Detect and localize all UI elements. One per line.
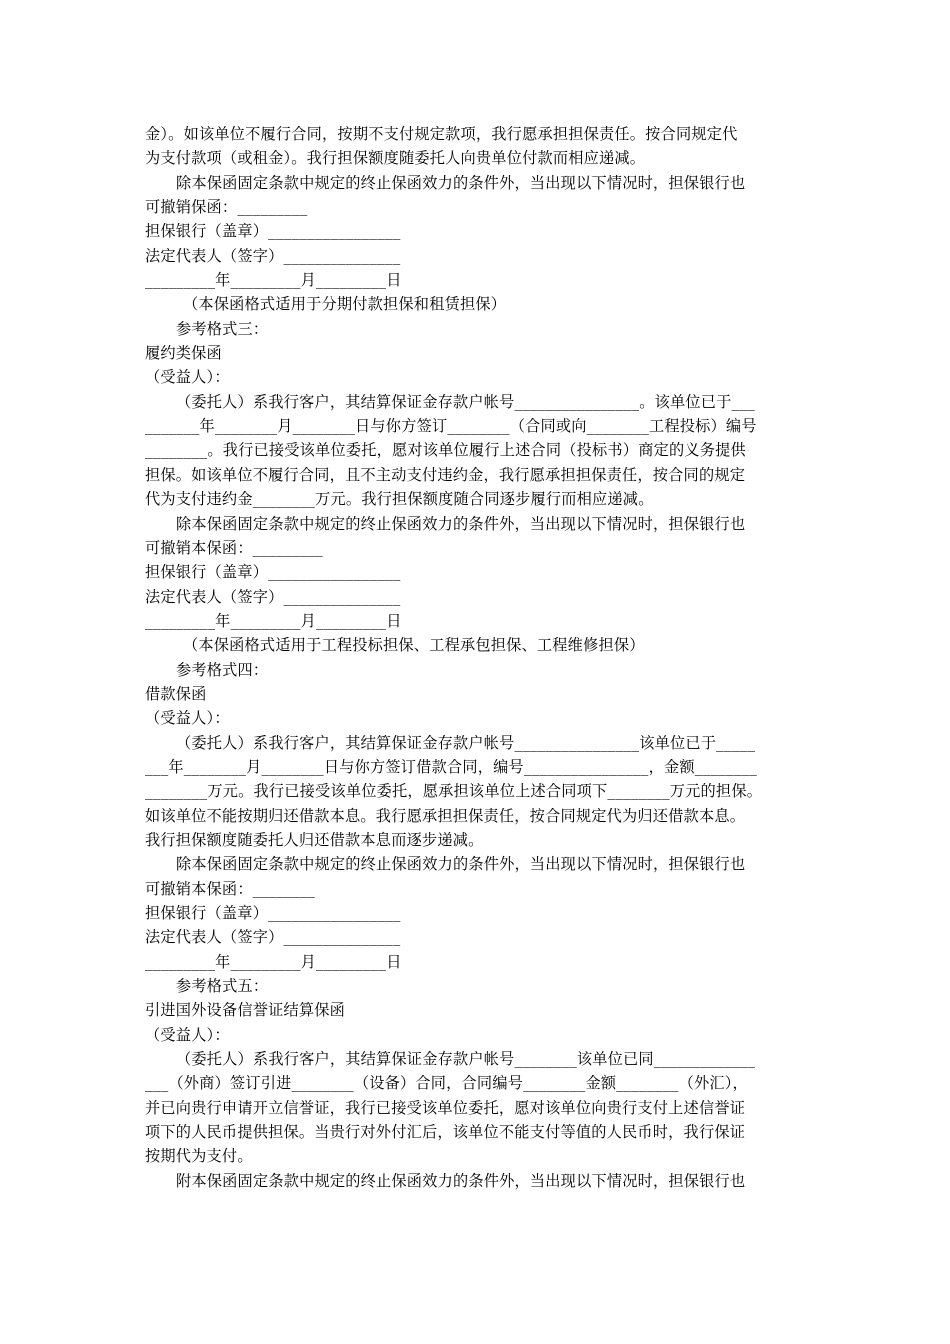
text-line: 担保。如该单位不履行合同，且不主动支付违约金，我行愿承担担保责任，按合同的规定 <box>145 465 746 484</box>
paragraph-start: （委托人）系我行客户，其结算保证金存款户帐号________该单位已同_____________ <box>176 1050 756 1069</box>
section-heading: 参考格式五： <box>176 977 269 996</box>
signature-line-representative: 法定代表人（签字）_______________ <box>145 587 401 606</box>
document-page <box>145 122 810 1193</box>
paragraph-start: 除本保函固定条款中规定的终止保函效力的条件外，当出现以下情况时，担保银行也 <box>176 173 746 192</box>
signature-line-representative: 法定代表人（签字）_______________ <box>145 246 401 265</box>
signature-line-bank: 担保银行（盖章）_________________ <box>145 222 401 241</box>
text-line: 按期代为支付。 <box>145 1147 253 1166</box>
format-note: （本保函格式适用于工程投标担保、工程承包担保、工程维修担保） <box>183 636 645 655</box>
beneficiary-line: （受益人）： <box>145 368 230 387</box>
letter-title: 借款保函 <box>145 684 207 703</box>
text-line: ________。我行已接受该单位委托，愿对该单位履行上述合同（投标书）商定的义务提供 <box>145 441 746 460</box>
text-line: 并已向贵行申请开立信誉证，我行已接受该单位委托，愿对该单位向贵行支付上述信誉证 <box>145 1098 746 1117</box>
text-line: 可撤销保函：_________ <box>145 198 308 217</box>
beneficiary-line: （受益人）： <box>145 1025 230 1044</box>
paragraph-start: （委托人）系我行客户，其结算保证金存款户帐号________________。该单位已于___ <box>176 392 755 411</box>
paragraph-start: 除本保函固定条款中规定的终止保函效力的条件外，当出现以下情况时，担保银行也 <box>176 855 746 874</box>
letter-title: 履约类保函 <box>145 344 222 363</box>
beneficiary-line: （受益人）： <box>145 709 230 728</box>
signature-line-bank: 担保银行（盖章）_________________ <box>145 563 401 582</box>
paragraph-start: 除本保函固定条款中规定的终止保函效力的条件外，当出现以下情况时，担保银行也 <box>176 514 746 533</box>
signature-line-bank: 担保银行（盖章）_________________ <box>145 904 401 922</box>
date-line: _________年_________月_________日 <box>145 952 402 971</box>
letter-title: 引进国外设备信誉证结算保函 <box>145 1001 346 1020</box>
text-line: 可撤销本保函：_________ <box>145 538 323 557</box>
section-heading: 参考格式三： <box>176 319 269 338</box>
signature-line-representative: 法定代表人（签字）_______________ <box>145 928 401 947</box>
text-line: 如该单位不能按期归还借款本息。我行愿承担担保责任，按合同规定代为归还借款本息。 <box>145 806 746 825</box>
text-line: 可撤销本保函：________ <box>145 879 316 898</box>
text-line: 项下的人民币提供担保。当贵行对外付汇后，该单位不能支付等值的人民币时，我行保证 <box>145 1123 746 1142</box>
text-line: ___年________月________日与你方签订借款合同，编号________________，金额________ <box>145 757 758 776</box>
text-line: 我行担保额度随委托人归还借款本息而逐步递减。 <box>145 830 484 849</box>
text-line: ________万元。我行已接受该单位委托，愿承担该单位上述合同项下________万元的担保。 <box>145 782 763 801</box>
section-heading: 参考格式四： <box>176 660 269 679</box>
format-note: （本保函格式适用于分期付款担保和租赁担保） <box>183 295 507 314</box>
date-line: _________年_________月_________日 <box>145 271 402 290</box>
text-line: ___（外商）签订引进________（设备）合同，合同编号________金额________（外汇）， <box>145 1074 748 1093</box>
paragraph-start: 附本保函固定条款中规定的终止保函效力的条件外，当出现以下情况时，担保银行也 <box>176 1171 746 1190</box>
text-line: 为支付款项（或租金）。我行担保额度随委托人向贵单位付款而相应递减。 <box>145 149 646 168</box>
text-line: 金）。如该单位不履行合同，按期不支付规定款项，我行愿承担担保责任。按合同规定代 <box>145 125 738 143</box>
text-line: _______年________月________日与你方签订________（合同或向________工程投标）编号 <box>145 417 757 436</box>
date-line: _________年_________月_________日 <box>145 611 402 630</box>
text-line: 代为支付违约金________万元。我行担保额度随合同逐步履行而相应递减。 <box>145 490 654 509</box>
paragraph-start: （委托人）系我行客户，其结算保证金存款户帐号________________该单位已于_____ <box>176 733 756 752</box>
